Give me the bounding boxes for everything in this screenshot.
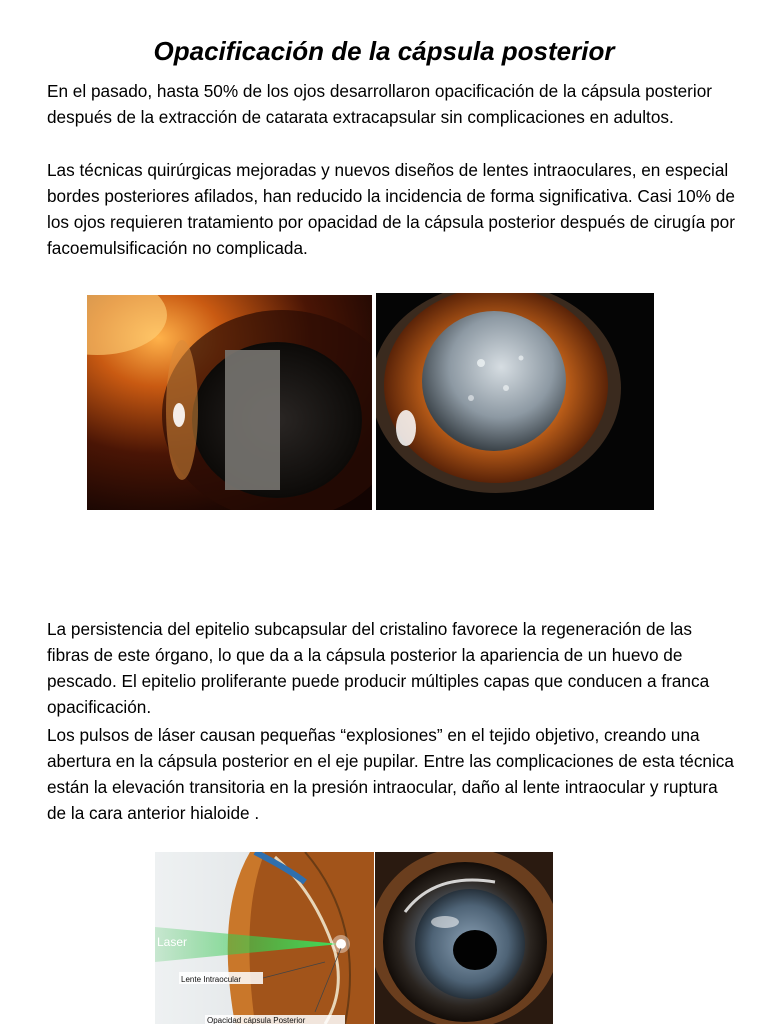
- slit-lamp-photo-capsule-opacity: [87, 295, 372, 510]
- eye-photo-capsulotomy-opening: [375, 852, 553, 1024]
- paragraph-laser: Los pulsos de láser causan pequeñas “explosiones” en el tejido objetivo, creando una abertura en la cápsula posterior en el eje pupilar. Entre las complicaciones de esta técnica están la elevación transitoria en la presión intraocular, daño al lente intraocular y ruptura de la cara anterior hialoide .: [47, 725, 734, 823]
- diagram-label-laser: Laser: [157, 935, 188, 949]
- eye-photo-fish-egg-opacity: [376, 293, 654, 510]
- page-title: Opacificación de la cápsula posterior: [153, 36, 615, 66]
- diagram-label-lente: Lente Intraocular: [181, 975, 242, 984]
- laser-capsulotomy-diagram: [155, 852, 374, 1024]
- paragraph-techniques: Las técnicas quirúrgicas mejoradas y nuevos diseños de lentes intraoculares, en especial bordes posteriores afilados, han reducido la incidencia de forma significativa. Casi 10% de los ojos requieren tratamiento por opacidad de la cápsula posterior después de cirugía por facoemulsificación no complicada.: [47, 160, 735, 258]
- diagram-label-opacidad: Opacidad cápsula Posterior: [207, 1016, 306, 1024]
- paragraph-intro: En el pasado, hasta 50% de los ojos desarrollaron opacificación de la cápsula posterior después de la extracción de catarata extracapsular sin complicaciones en adultos.: [47, 81, 712, 127]
- paragraph-epithelium: La persistencia del epitelio subcapsular del cristalino favorece la regeneración de las fibras de este órgano, lo que da a la cápsula posterior la apariencia de un huevo de pescado. El epitelio proliferante puede producir múltiples capas que conducen a franca opacificación.: [47, 619, 710, 717]
